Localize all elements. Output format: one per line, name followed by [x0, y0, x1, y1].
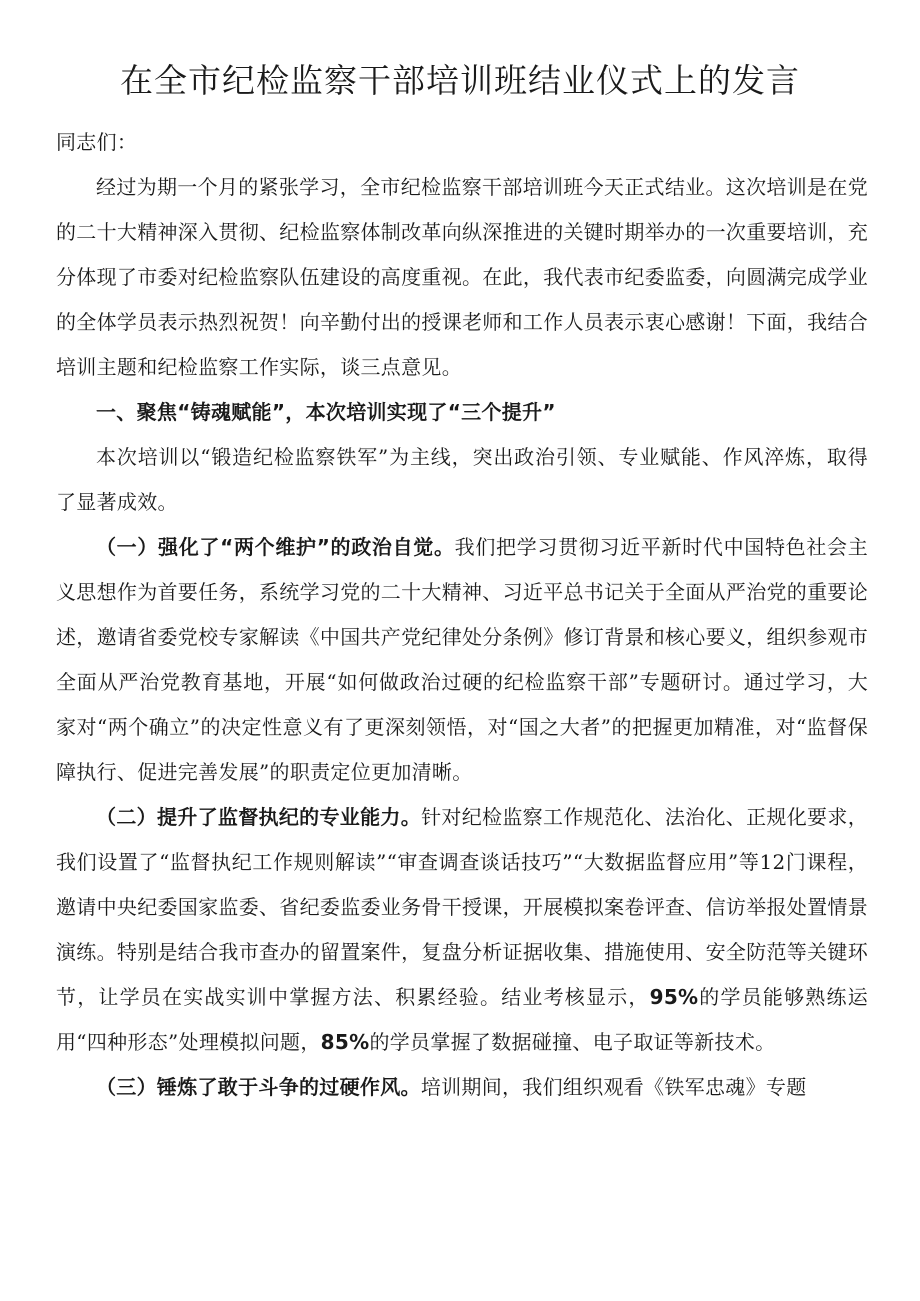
item-2-paragraph [56, 795, 868, 1065]
document-body [56, 120, 868, 1110]
item-2-lead: （二）提升了监督执纪的专业能力。 [96, 805, 422, 829]
item-3-lead: （三）锤炼了敢于斗争的过硬作风。 [96, 1075, 421, 1099]
item-1-paragraph [56, 525, 868, 795]
salutation: 同志们： [56, 130, 138, 154]
item-1-text: 我们把学习贯彻习近平新时代中国特色社会主义思想作为首要任务，系统学习党的二十大精神、习近平总书记关于全面从严治党的重要论述，邀请省委党校专家解读《中国共产党纪律处分条例》修订背景和核心要义，组织参观市全面从严治党教育基地，开展“如何做政治过硬的纪检监察干部”专题研讨。通过学习，大家对“两个确立”的决定性意义有了更深刻领悟，对“国之大者”的把握更加精准，对“监督保障执行、促进完善发展”的职责定位更加清晰。 [56, 535, 868, 784]
item-2-text-b: 的学员能够熟练运用“四种形态”处理模拟问题， [56, 985, 868, 1054]
item-2-text: 针对纪检监察工作规范化、法治化、正规化要求，我们设置了“监督执纪工作规则解读”“审查调查谈话技巧”“大数据监督应用”等12门课程，邀请中央纪委国家监委、省纪委监委业务骨干授课，开展模拟案卷评查、信访举报处置情景演练。特别是结合我市查办的留置案件，复盘分析证据收集、措施使用、安全防范等关键环节，让学员在实战实训中掌握方法、积累经验。结业考核显示， [56, 805, 868, 1009]
item-2-percent-2: 85% [320, 1030, 370, 1054]
item-1-lead: （一）强化了“两个维护”的政治自觉。 [96, 535, 455, 559]
intro-paragraph: 经过为期一个月的紧张学习，全市纪检监察干部培训班今天正式结业。这次培训是在党的二十大精神深入贯彻、纪检监察体制改革向纵深推进的关键时期举办的一次重要培训，充分体现了市委对纪检监察队伍建设的高度重视。在此，我代表市纪委监委，向圆满完成学业的全体学员表示热烈祝贺！向辛勤付出的授课老师和工作人员表示衷心感谢！下面，我结合培训主题和纪检监察工作实际，谈三点意见。 [56, 175, 868, 379]
section-1-summary: 本次培训以“锻造纪检监察铁军”为主线，突出政治引领、专业赋能、作风淬炼，取得了显著成效。 [56, 445, 868, 514]
item-2-percent-1: 95% [649, 985, 699, 1009]
item-2-text-c: 的学员掌握了数据碰撞、电子取证等新技术。 [369, 1030, 776, 1054]
section-heading-1: 一、聚焦“铸魂赋能”，本次培训实现了“三个提升” [96, 400, 556, 424]
item-3-text: 培训期间，我们组织观看《铁军忠魂》专题 [420, 1075, 807, 1099]
item-3-paragraph [56, 1065, 868, 1110]
document-title: 在全市纪检监察干部培训班结业仪式上的发言 [120, 61, 800, 100]
